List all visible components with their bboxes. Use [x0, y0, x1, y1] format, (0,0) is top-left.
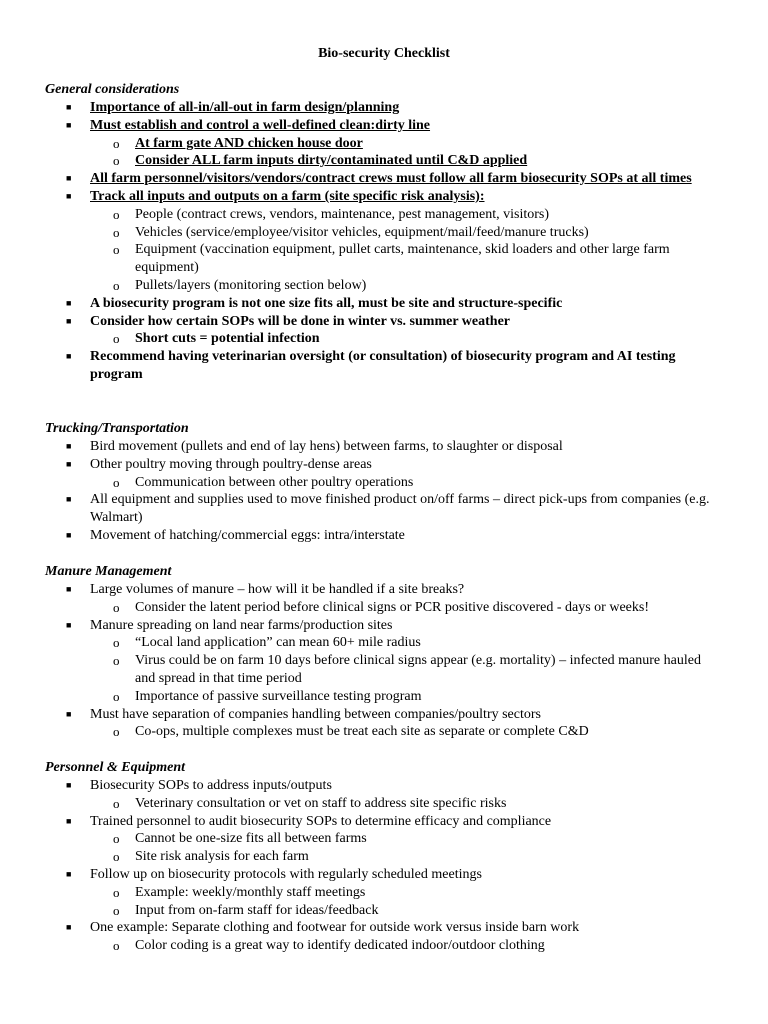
sub-bullet-item [45, 135, 724, 153]
square-bullet-icon: ■ [66, 297, 72, 308]
circle-bullet-icon: o [113, 635, 120, 651]
square-bullet-icon: ■ [66, 458, 72, 469]
bullet-item [45, 706, 724, 724]
bullet-item [45, 866, 724, 884]
bullet-text: Must establish and control a well-defined clean:dirty line [90, 117, 431, 133]
bullet-item [45, 117, 724, 135]
bullet-text: Input from on-farm staff for ideas/feedback [135, 902, 379, 918]
sub-bullet-item [45, 474, 724, 492]
sub-bullet-item [45, 937, 724, 955]
bullet-item [45, 527, 724, 545]
bullet-item [45, 170, 724, 188]
sub-bullet-item [45, 902, 724, 920]
square-bullet-icon: ■ [66, 119, 72, 130]
bullet-text: Movement of hatching/commercial eggs: intra/interstate [90, 527, 405, 543]
bullet-text: Consider the latent period before clinical signs or PCR positive discovered - days or weeks! [135, 599, 649, 615]
bullet-text: One example: Separate clothing and footwear for outside work versus inside barn work [90, 920, 580, 936]
square-bullet-icon: ■ [66, 619, 72, 630]
square-bullet-icon: ■ [66, 584, 72, 594]
bullet-text: Pullets/layers (monitoring section below) [135, 277, 367, 293]
sub-bullet-item [45, 848, 724, 866]
square-bullet-icon: ■ [66, 190, 72, 201]
section-heading: Trucking/Transportation [45, 421, 189, 436]
square-bullet-icon: ■ [66, 708, 72, 719]
bullet-text: Short cuts = potential infection [135, 331, 320, 347]
bullet-item [45, 581, 724, 599]
circle-bullet-icon: o [113, 206, 120, 222]
bullet-item [45, 313, 724, 331]
square-bullet-icon: ■ [66, 780, 72, 790]
sub-bullet-item [45, 277, 724, 295]
bullet-text: Importance of all-in/all-out in farm design/planning [90, 100, 400, 115]
bullet-text: Bird movement (pullets and end of lay hens) between farms, to slaughter or disposal [90, 439, 563, 454]
sub-bullet-item [45, 634, 724, 652]
bullet-text: Biosecurity SOPs to address inputs/outputs [90, 778, 332, 793]
square-bullet-icon: ■ [66, 529, 72, 540]
bullet-item [45, 617, 724, 635]
circle-bullet-icon: o [113, 831, 120, 847]
bullet-text: Importance of passive surveillance testing program [135, 688, 422, 704]
square-bullet-icon: ■ [66, 441, 72, 451]
sub-bullet-item [45, 152, 724, 170]
sub-bullet-item [45, 241, 724, 277]
bullet-text: Color coding is a great way to identify dedicated indoor/outdoor clothing [135, 938, 545, 954]
bullet-text: Communication between other poultry operations [135, 474, 414, 490]
bullet-item [45, 188, 724, 206]
bullet-text: Site risk analysis for each farm [135, 849, 309, 865]
bullet-item [45, 295, 724, 313]
bullet-text: Veterinary consultation or vet on staff to address site specific risks [135, 795, 507, 811]
bullet-item [45, 919, 724, 937]
bullet-text: Recommend having veterinarian oversight (or consultation) of biosecurity program and AI testing program [90, 349, 676, 382]
circle-bullet-icon: o [113, 331, 120, 347]
sub-bullet-item [45, 688, 724, 706]
bullet-text: Consider ALL farm inputs dirty/contaminated until C&D applied [135, 153, 528, 169]
bullet-text: Vehicles (service/employee/visitor vehicles, equipment/mail/feed/manure trucks) [135, 224, 589, 240]
circle-bullet-icon: o [113, 849, 120, 865]
circle-bullet-icon: o [113, 135, 120, 151]
bullet-item [45, 491, 724, 527]
square-bullet-icon: ■ [66, 494, 72, 505]
circle-bullet-icon: o [113, 724, 120, 740]
bullet-text: Other poultry moving through poultry-dense areas [90, 456, 372, 472]
sub-bullet-item [45, 599, 724, 617]
bullet-item [45, 99, 724, 117]
bullet-text: Example: weekly/monthly staff meetings [135, 884, 366, 900]
bullet-item [45, 438, 724, 456]
square-bullet-icon: ■ [66, 102, 72, 112]
bullet-text: Equipment (vaccination equipment, pullet carts, maintenance, skid loaders and other large farm equipment) [135, 242, 670, 276]
bullet-text: Track all inputs and outputs on a farm (site specific risk analysis): [90, 188, 485, 204]
bullet-item [45, 348, 724, 384]
sub-bullet-item [45, 330, 724, 348]
bullet-text: Virus could be on farm 10 days before clinical signs appear (e.g. mortality) – infected manure hauled and spread in that time period [135, 653, 701, 686]
square-bullet-icon: ■ [66, 315, 72, 326]
sub-bullet-item [45, 723, 724, 741]
bullet-text: People (contract crews, vendors, maintenance, pest management, visitors) [135, 206, 550, 222]
section-general-considerations [45, 81, 724, 384]
sub-bullet-item [45, 652, 724, 688]
bullet-text: Consider how certain SOPs will be done in winter vs. summer weather [90, 313, 510, 329]
bullet-text: Must have separation of companies handling between companies/poultry sectors [90, 706, 541, 722]
bullet-item [45, 456, 724, 474]
square-bullet-icon: ■ [66, 815, 72, 826]
sub-bullet-item [45, 795, 724, 813]
bullet-text: All farm personnel/visitors/vendors/contract crews must follow all farm biosecurity SOPs at all times [90, 171, 692, 187]
circle-bullet-icon: o [113, 688, 120, 704]
circle-bullet-icon: o [113, 153, 120, 169]
circle-bullet-icon: o [113, 902, 120, 918]
sub-bullet-item [45, 884, 724, 902]
circle-bullet-icon: o [113, 277, 120, 293]
bullet-item [45, 777, 724, 795]
bullet-text: At farm gate AND chicken house door [135, 135, 363, 151]
bullet-text: Follow up on biosecurity protocols with regularly scheduled meetings [90, 866, 482, 882]
circle-bullet-icon: o [113, 795, 120, 811]
section-heading: Manure Management [45, 564, 172, 579]
bullet-text: Large volumes of manure – how will it be handled if a site breaks? [90, 582, 465, 597]
circle-bullet-icon: o [113, 599, 120, 615]
square-bullet-icon: ■ [66, 922, 72, 933]
bullet-text: Trained personnel to audit biosecurity SOPs to determine efficacy and compliance [90, 813, 552, 829]
section-heading: General considerations [45, 82, 180, 97]
square-bullet-icon: ■ [66, 868, 72, 879]
bullet-item [45, 813, 724, 831]
section-trucking-transportation [45, 420, 724, 545]
circle-bullet-icon: o [113, 224, 120, 240]
circle-bullet-icon: o [113, 884, 120, 900]
section-manure-management [45, 563, 724, 741]
circle-bullet-icon: o [113, 653, 120, 669]
square-bullet-icon: ■ [66, 173, 72, 184]
page-title: Bio-security Checklist [318, 46, 450, 61]
sub-bullet-item [45, 830, 724, 848]
section-personnel-equipment [45, 759, 724, 955]
bullet-text: “Local land application” can mean 60+ mile radius [135, 635, 421, 651]
bullet-text: A biosecurity program is not one size fits all, must be site and structure-specific [90, 295, 563, 311]
circle-bullet-icon: o [113, 938, 120, 954]
circle-bullet-icon: o [113, 474, 120, 490]
sub-bullet-item [45, 206, 724, 224]
bullet-text: Co-ops, multiple complexes must be treat each site as separate or complete C&D [135, 724, 589, 740]
bullet-text: Manure spreading on land near farms/production sites [90, 617, 393, 633]
bullet-text: Cannot be one-size fits all between farms [135, 831, 367, 847]
sub-bullet-item [45, 224, 724, 242]
section-heading: Personnel & Equipment [45, 760, 186, 775]
bullet-text: All equipment and supplies used to move finished product on/off farms – direct pick-ups from companies (e.g. Walmart) [90, 492, 710, 526]
circle-bullet-icon: o [113, 242, 120, 258]
square-bullet-icon: ■ [66, 351, 72, 362]
